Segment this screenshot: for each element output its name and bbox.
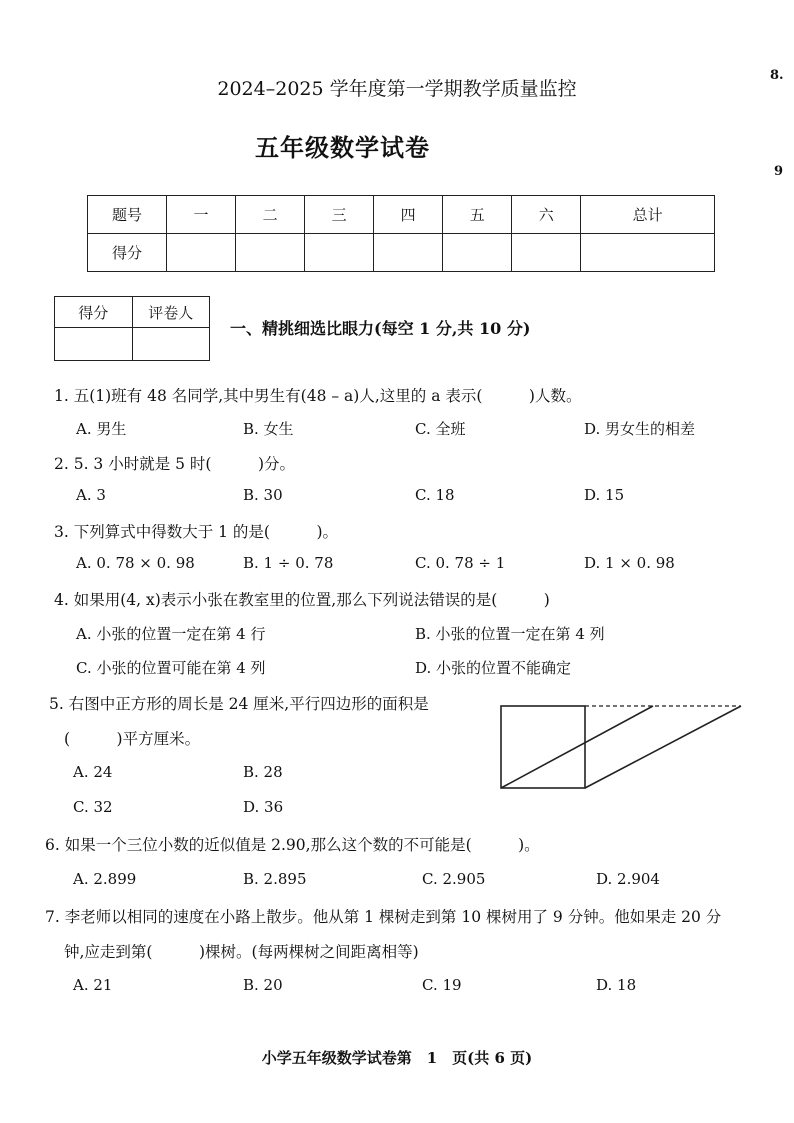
question-5-option-b[interactable]: B. 28 bbox=[243, 763, 283, 781]
question-4-option-c[interactable]: C. 小张的位置可能在第 4 列 bbox=[76, 659, 266, 677]
question-4-option-a[interactable]: A. 小张的位置一定在第 4 行 bbox=[76, 625, 266, 643]
question-4-option-b[interactable]: B. 小张的位置一定在第 4 列 bbox=[415, 625, 605, 643]
score-cell: 总计 bbox=[581, 196, 715, 234]
score-blank-cell[interactable] bbox=[374, 234, 443, 272]
question-5-text-line-1: 5. 右图中正方形的周长是 24 厘米,平行四边形的面积是 bbox=[49, 695, 429, 713]
question-2-option-b[interactable]: B. 30 bbox=[243, 486, 283, 504]
score-blank-cell[interactable] bbox=[512, 234, 581, 272]
question-3-option-a[interactable]: A. 0. 78 × 0. 98 bbox=[76, 554, 195, 572]
margin-mark: 8. bbox=[770, 68, 784, 83]
question-6-text: 6. 如果一个三位小数的近似值是 2.90,那么这个数的不可能是( )。 bbox=[45, 836, 540, 854]
question-3-text: 3. 下列算式中得数大于 1 的是( )。 bbox=[54, 523, 339, 541]
parallelogram-left-side bbox=[501, 706, 653, 788]
score-blank-cell[interactable] bbox=[443, 234, 512, 272]
score-table-header-row bbox=[88, 196, 715, 234]
question-2-option-c[interactable]: C. 18 bbox=[415, 486, 455, 504]
exam-header-title: 2024–2025 学年度第一学期教学质量监控 bbox=[217, 78, 577, 100]
question-7-text-line-2: 钟,应走到第( )棵树。(每两棵树之间距离相等) bbox=[64, 943, 419, 961]
question-6-option-b[interactable]: B. 2.895 bbox=[243, 870, 307, 888]
page-footer: 小学五年级数学试卷第 1 页(共 6 页) bbox=[261, 1049, 533, 1067]
grader-table bbox=[54, 296, 210, 361]
question-5-option-d[interactable]: D. 36 bbox=[243, 798, 284, 816]
score-cell: 二 bbox=[236, 196, 305, 234]
grader-blank-cell[interactable] bbox=[132, 328, 210, 361]
question-1-option-c[interactable]: C. 全班 bbox=[415, 420, 466, 438]
score-table bbox=[87, 195, 715, 272]
score-table-score-row bbox=[88, 234, 715, 272]
question-7-option-b[interactable]: B. 20 bbox=[243, 976, 283, 994]
question-7-option-a[interactable]: A. 21 bbox=[73, 976, 113, 994]
question-6-option-a[interactable]: A. 2.899 bbox=[73, 870, 137, 888]
exam-subtitle: 五年级数学试卷 bbox=[255, 133, 430, 162]
score-row-label: 得分 bbox=[88, 234, 167, 272]
question-7-option-c[interactable]: C. 19 bbox=[422, 976, 462, 994]
score-cell: 一 bbox=[167, 196, 236, 234]
score-blank-cell[interactable] bbox=[236, 234, 305, 272]
score-cell: 三 bbox=[305, 196, 374, 234]
parallelogram-right-side bbox=[585, 706, 741, 788]
question-4-text: 4. 如果用(4, x)表示小张在教室里的位置,那么下列说法错误的是( ) bbox=[54, 591, 550, 609]
grader-header: 得分 bbox=[55, 297, 133, 328]
score-blank-cell[interactable] bbox=[581, 234, 715, 272]
question-2-option-d[interactable]: D. 15 bbox=[584, 486, 625, 504]
section-title: 一、精挑细选比眼力(每空 1 分,共 10 分) bbox=[230, 319, 531, 338]
question-6-option-c[interactable]: C. 2.905 bbox=[422, 870, 486, 888]
score-cell: 五 bbox=[443, 196, 512, 234]
question-5-text-line-2: ( )平方厘米。 bbox=[64, 730, 201, 748]
score-cell: 题号 bbox=[88, 196, 167, 234]
question-1-text: 1. 五(1)班有 48 名同学,其中男生有(48 – a)人,这里的 a 表示( )人数。 bbox=[54, 387, 582, 405]
question-7-option-d[interactable]: D. 18 bbox=[596, 976, 637, 994]
question-3-option-c[interactable]: C. 0. 78 ÷ 1 bbox=[415, 554, 506, 572]
square-parallelogram-figure bbox=[495, 700, 745, 792]
question-5-option-c[interactable]: C. 32 bbox=[73, 798, 113, 816]
question-1-option-a[interactable]: A. 男生 bbox=[76, 420, 127, 438]
question-3-option-d[interactable]: D. 1 × 0. 98 bbox=[584, 554, 675, 572]
question-1-option-b[interactable]: B. 女生 bbox=[243, 420, 294, 438]
question-2-text: 2. 5. 3 小时就是 5 时( )分。 bbox=[54, 455, 296, 473]
score-cell: 六 bbox=[512, 196, 581, 234]
grader-blank-cell[interactable] bbox=[55, 328, 133, 361]
question-7-text-line-1: 7. 李老师以相同的速度在小路上散步。他从第 1 棵树走到第 10 棵树用了 9 分钟。他如果走 20 分 bbox=[45, 908, 722, 926]
square-shape bbox=[501, 706, 585, 788]
question-3-option-b[interactable]: B. 1 ÷ 0. 78 bbox=[243, 554, 334, 572]
score-blank-cell[interactable] bbox=[167, 234, 236, 272]
question-1-option-d[interactable]: D. 男女生的相差 bbox=[584, 420, 696, 438]
question-6-option-d[interactable]: D. 2.904 bbox=[596, 870, 660, 888]
question-4-option-d[interactable]: D. 小张的位置不能确定 bbox=[415, 659, 572, 677]
grader-header: 评卷人 bbox=[132, 297, 210, 328]
score-cell: 四 bbox=[374, 196, 443, 234]
question-2-option-a[interactable]: A. 3 bbox=[76, 486, 106, 504]
score-blank-cell[interactable] bbox=[305, 234, 374, 272]
question-5-option-a[interactable]: A. 24 bbox=[73, 763, 113, 781]
margin-mark: 9 bbox=[774, 164, 784, 179]
